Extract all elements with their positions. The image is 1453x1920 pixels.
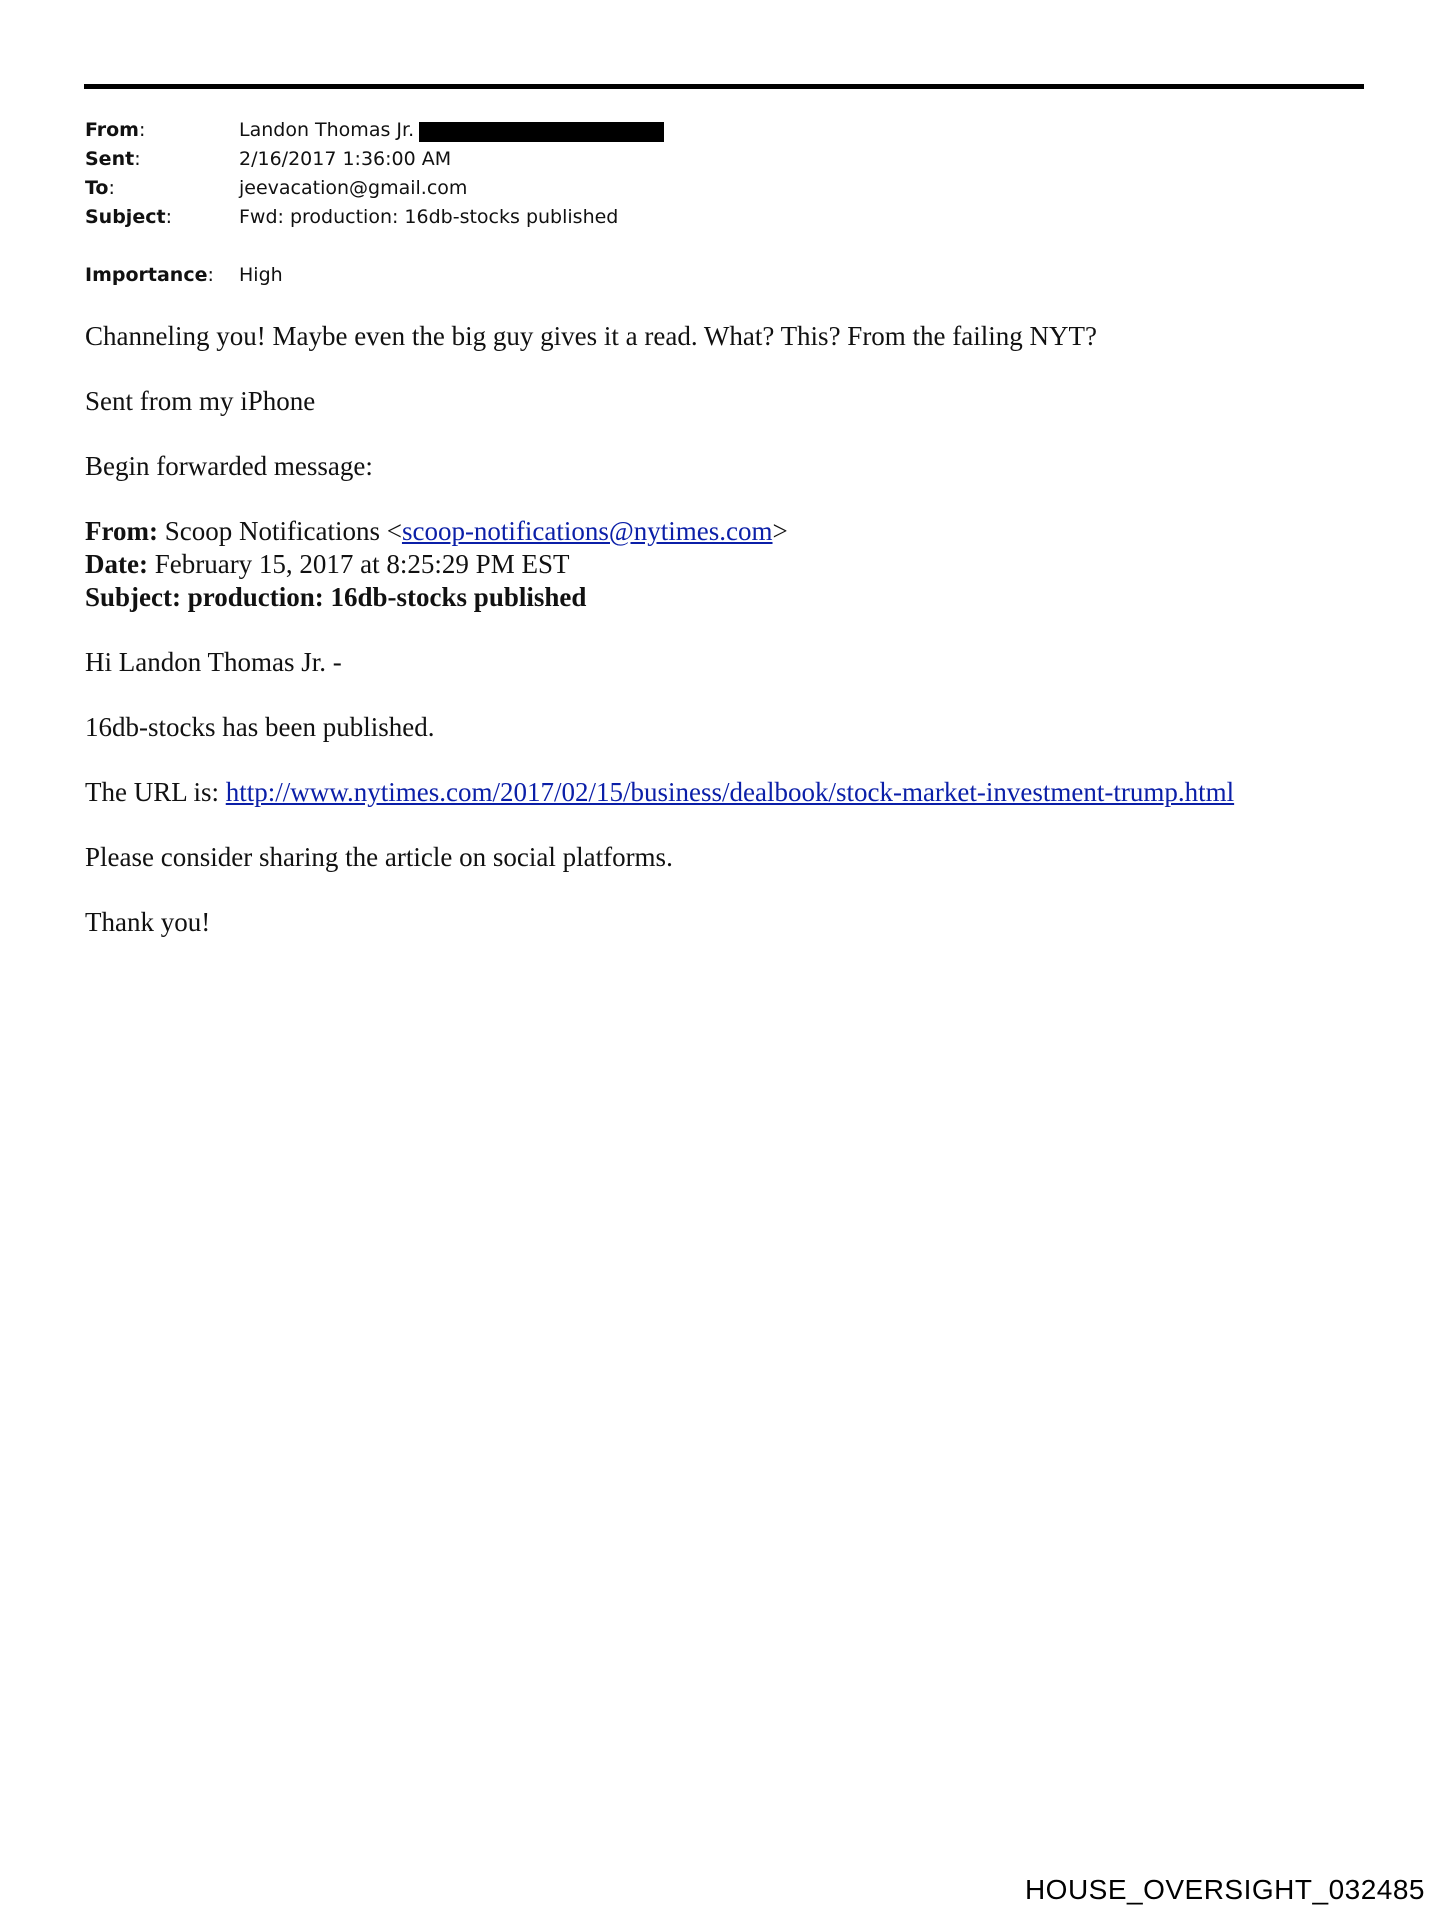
email-body xyxy=(85,320,1385,971)
forwarded-from-email-link[interactable]: scoop-notifications@nytimes.com xyxy=(401,516,773,546)
signature-text: Sent from my iPhone xyxy=(85,386,316,416)
share-text: Please consider sharing the article on social platforms. xyxy=(85,842,673,872)
message-text: Channeling you! Maybe even the big guy gives it a read. What? This? From the failing NYT? xyxy=(85,321,1097,351)
forwarded-from-line: From: Scoop Notifications <scoop-notifications@nytimes.com> xyxy=(85,516,788,546)
article-url-link[interactable]: http://www.nytimes.com/2017/02/15/business/dealbook/stock-market-investment-trump.html xyxy=(225,777,1235,807)
email-header xyxy=(85,116,664,290)
importance-colon: : xyxy=(207,264,214,286)
top-divider xyxy=(84,84,1364,89)
published-text: 16db-stocks has been published. xyxy=(85,712,435,742)
redaction-box xyxy=(419,122,664,142)
header-row-sent xyxy=(85,145,664,174)
importance-label: Importance xyxy=(85,264,208,286)
url-prefix: The URL is: xyxy=(85,777,219,807)
sent-value: 2/16/2017 1:36:00 AM xyxy=(239,148,452,170)
from-colon: : xyxy=(139,119,146,141)
header-row-to xyxy=(85,174,664,203)
forwarded-date-line xyxy=(85,548,1385,581)
forwarded-date-label: Date: xyxy=(85,549,148,579)
subject-label: Subject xyxy=(85,206,166,228)
subject-value: Fwd: production: 16db-stocks published xyxy=(239,206,619,228)
header-row-subject xyxy=(85,203,664,232)
forwarded-header xyxy=(85,515,1385,614)
to-colon: : xyxy=(108,177,115,199)
bates-number: HOUSE_OVERSIGHT_032485 xyxy=(1024,1874,1425,1905)
forwarded-from-name: Scoop Notifications xyxy=(164,516,380,546)
forwarded-from-label: From: xyxy=(85,516,158,546)
importance-value: High xyxy=(239,264,283,286)
closing-text: Thank you! xyxy=(85,907,211,937)
greeting-text: Hi Landon Thomas Jr. - xyxy=(85,647,342,677)
from-value: Landon Thomas Jr. xyxy=(239,119,415,141)
from-label: From xyxy=(85,119,139,141)
forward-intro: Begin forwarded message: xyxy=(85,451,373,481)
header-row-importance xyxy=(85,261,664,290)
to-label: To xyxy=(85,177,109,199)
forwarded-subject-line xyxy=(85,581,1385,614)
sent-label: Sent xyxy=(85,148,135,170)
subject-colon: : xyxy=(165,206,172,228)
forwarded-date-value: February 15, 2017 at 8:25:29 PM EST xyxy=(154,549,570,579)
to-value: jeevacation@gmail.com xyxy=(239,177,468,199)
sent-colon: : xyxy=(134,148,141,170)
header-row-from xyxy=(85,116,664,145)
url-line xyxy=(85,776,1385,809)
forwarded-subject: Subject: production: 16db-stocks published xyxy=(85,582,587,612)
